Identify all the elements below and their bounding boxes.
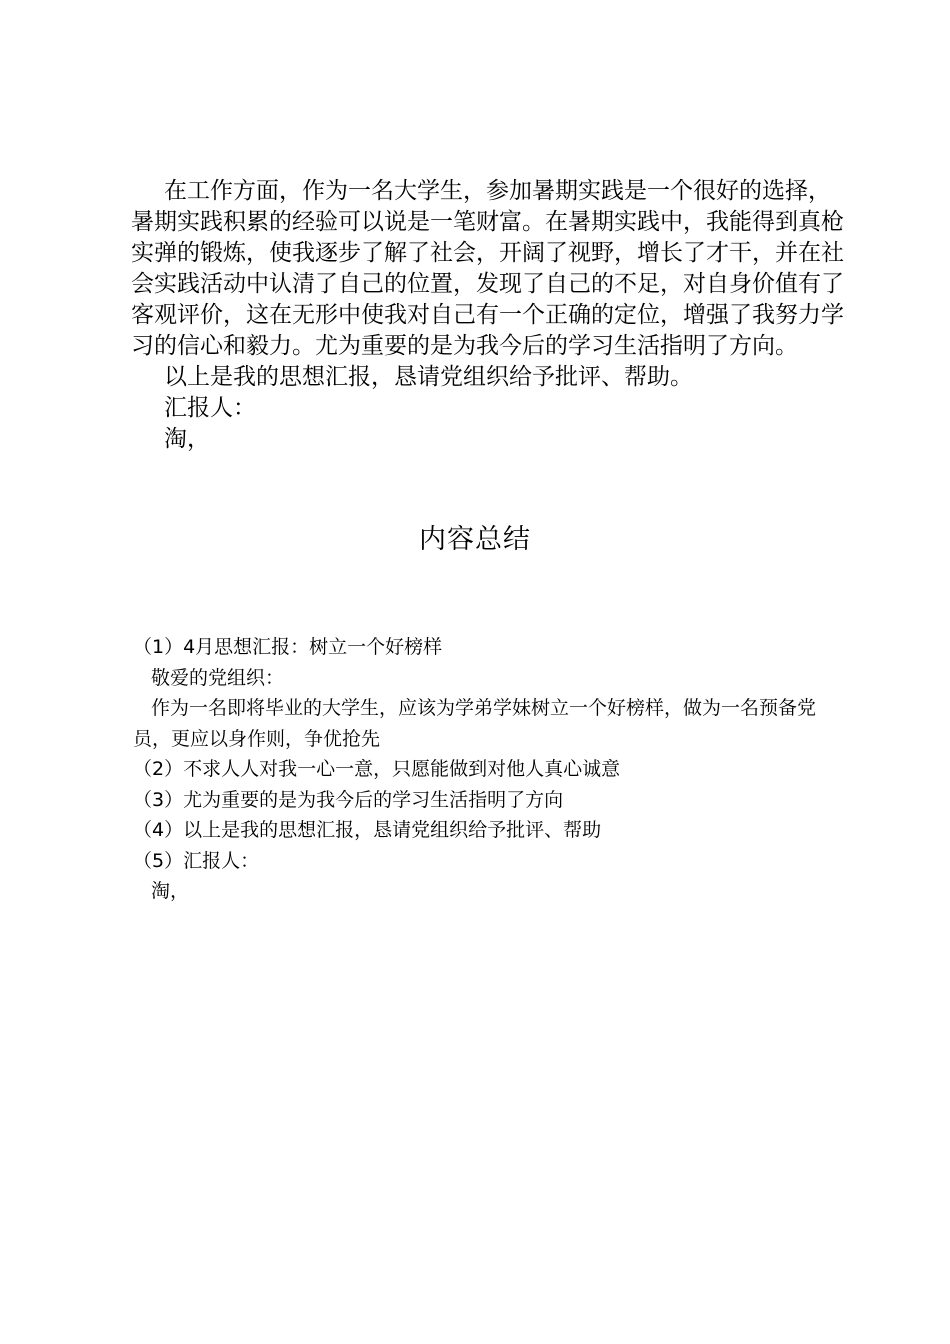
summary-greeting: 敬爱的党组织： xyxy=(151,666,285,689)
paragraph-work-practice: 在工作方面，作为一名大学生，参加暑期实践是一个很好的选择，暑期实践积累的经验可以说是一笔财富。在暑期实践中，我能得到真枪实弹的锻炼，使我逐步了解了社会，开阔了视野，增长了才干，并在社会实践活动中认清了自己的位置，发现了自己的不足，对自身价值有了客观评价，这在无形中使我对自己有一个正确的定位，增强了我努力学习的信心和毅力。尤为重要的是为我今后的学习生活指明了方向。 xyxy=(131,178,844,359)
summary-item-3: （3）尤为重要的是为我今后的学习生活指明了方向 xyxy=(133,788,564,811)
summary-item-2: （2）不求人人对我一心一意，只愿能做到对他人真心诚意 xyxy=(133,758,621,780)
summary-title: 内容总结 xyxy=(419,524,531,555)
summary-reporter-name: 淘， xyxy=(151,880,190,902)
reporter-name: 淘， xyxy=(164,426,210,452)
summary-item-5: （5）汇报人： xyxy=(133,849,260,872)
summary-list xyxy=(133,632,833,907)
summary-item-1-detail: 作为一名即将毕业的大学生，应该为学弟学妹树立一个好榜样，做为一名预备党员，更应以身作则，争优抢先 xyxy=(133,697,817,750)
summary-item-1: （1）4月思想汇报：树立一个好榜样 xyxy=(133,636,443,658)
paragraph-closing-request: 以上是我的思想汇报，恳请党组织给予批评、帮助。 xyxy=(164,364,693,390)
reporter-label: 汇报人： xyxy=(164,395,256,421)
report-body xyxy=(131,176,851,455)
summary-item-4: （4）以上是我的思想汇报，恳请党组织给予批评、帮助 xyxy=(133,819,602,841)
